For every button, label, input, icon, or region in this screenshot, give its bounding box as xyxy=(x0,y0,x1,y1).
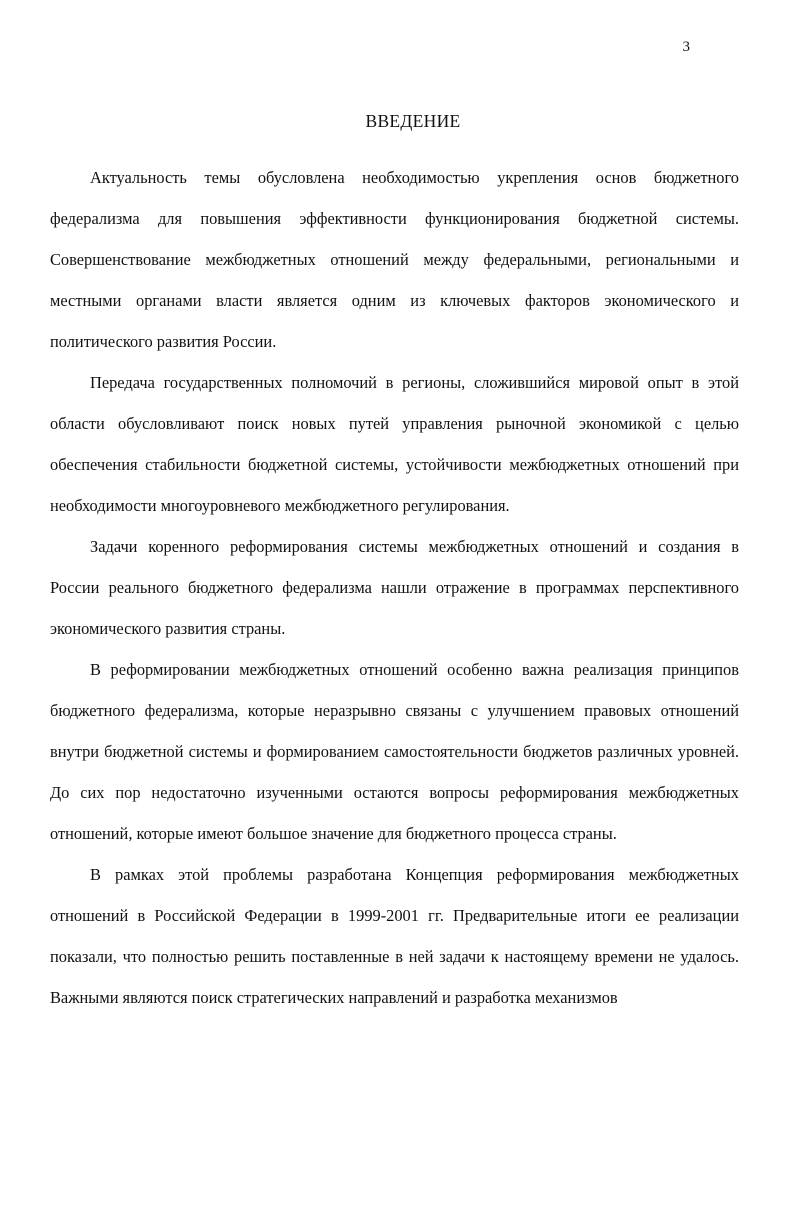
paragraph-2: Передача государственных полномочий в регионы, сложившийся мировой опыт в этой области обусловливают поиск новых путей управления рыночной экономикой с целью обеспечения стабильности бюджетной системы, устойчивости межбюджетных отношений при необходимости многоуровневого межбюджетного регулирования. xyxy=(50,373,739,515)
body-text xyxy=(50,157,739,1018)
paragraph-3: Задачи коренного реформирования системы межбюджетных отношений и создания в России реального бюджетного федерализма нашли отражение в программах перспективного экономического развития страны. xyxy=(50,537,739,638)
paragraph-4: В реформировании межбюджетных отношений особенно важна реализация принципов бюджетного федерализма, которые неразрывно связаны с улучшением правовых отношений внутри бюджетной системы и формированием самостоятельности бюджетов различных уровней. До сих пор недостаточно изученными остаются вопросы реформирования межбюджетных отношений, которые имеют большое значение для бюджетного процесса страны. xyxy=(50,660,739,843)
page-number: 3 xyxy=(682,39,690,55)
paragraph-5: В рамках этой проблемы разработана Концепция реформирования межбюджетных отношений в Российской Федерации в 1999-2001 гг. Предварительные итоги ее реализации показали, что полностью решить поставленные в ней задачи к настоящему времени не удалось. Важными являются поиск стратегических направлений и разработка механизмов xyxy=(50,865,739,1007)
section-heading: ВВЕДЕНИЕ xyxy=(365,111,461,131)
paragraph-1: Актуальность темы обусловлена необходимостью укрепления основ бюджетного федерализма для повышения эффективности функционирования бюджетной системы. Совершенствование межбюджетных отношений между федеральными, региональными и местными органами власти является одним из ключевых факторов экономического и политического развития России. xyxy=(50,168,739,351)
